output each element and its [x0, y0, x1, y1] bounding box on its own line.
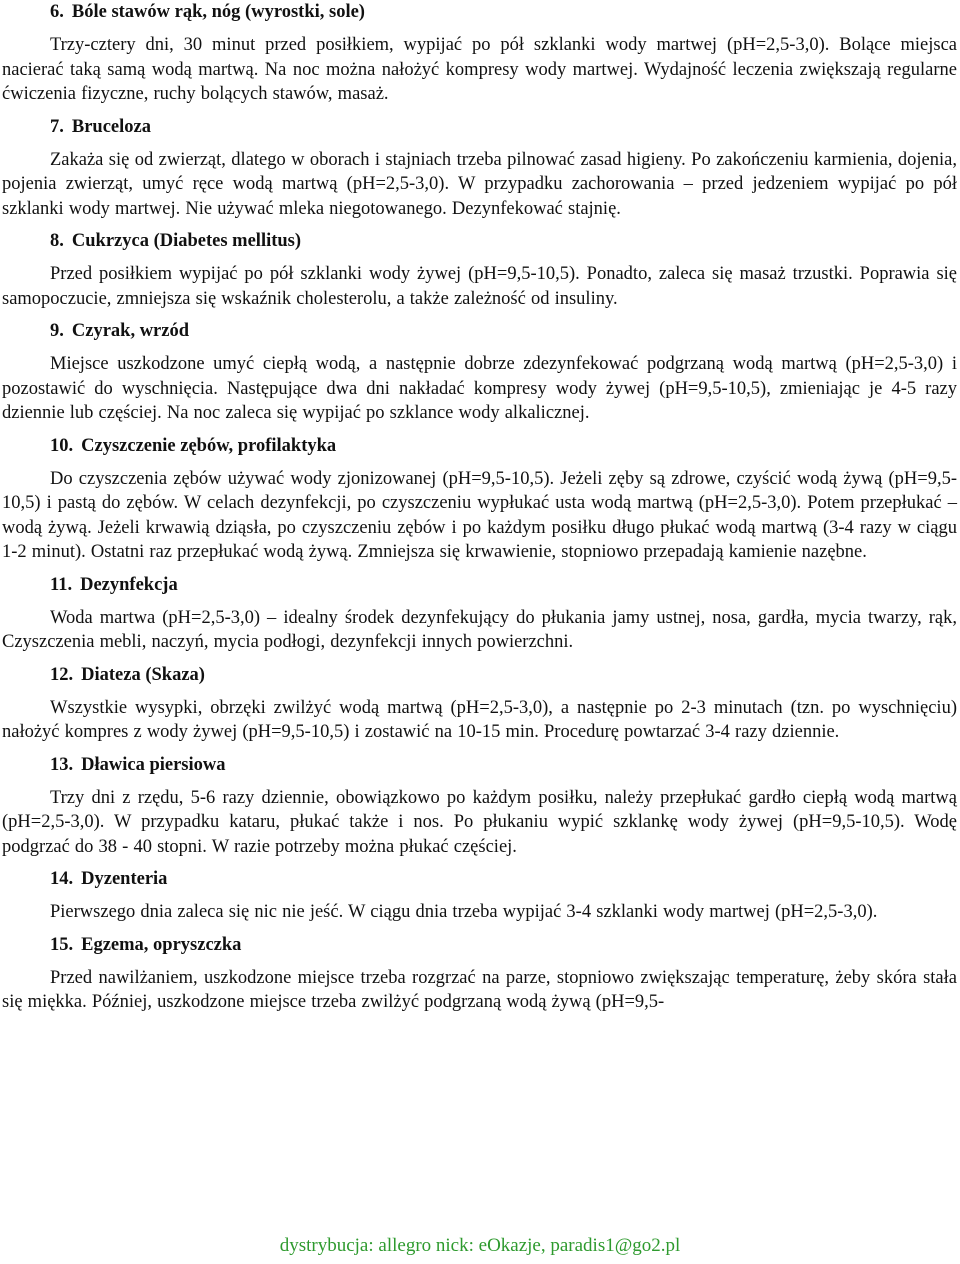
section-number: 6. [50, 2, 64, 22]
section-title: Dezynfekcja [80, 574, 178, 595]
section-number: 11. [50, 574, 73, 595]
section-title: Dławica piersiowa [81, 754, 226, 775]
section [2, 115, 957, 222]
section-paragraph: Miejsce uszkodzone umyć ciepłą wodą, a następnie dobrze zdezynfekować podgrzaną wodą martwą (pH=2,5-3,0) i pozostawić do wyschnięcia. Następujące dwa dni nakładać kompresy wody żywej (pH=9,5-10,5), zmieniając je 4-5 razy dziennie lub częściej. Na noc zaleca się wypijać po szklance wody alkalicznej. [2, 354, 957, 423]
section-paragraph: Zakaża się od zwierząt, dlatego w oborach i stajniach trzeba pilnować zasad higieny. Po zakończeniu karmienia, dojenia, pojenia zwierząt, umyć ręce wodą martwą (pH=2,5-3,0). W przypadku zachorowania – przed jedzeniem wypijać po pół szklanki wody martwej. Nie używać mleka niegotowanego. Dezynfekować stajnię. [2, 149, 957, 219]
section [2, 0, 957, 107]
section [2, 867, 957, 925]
section-heading [50, 0, 957, 24]
section-paragraph: Woda martwa (pH=2,5-3,0) – idealny środek dezynfekujący do płukania jamy ustnej, nosa, gardła, mycia twarzy, rąk, Czyszczenia mebli, naczyń, mycia podłogi, dezynfekcji innych powierzchni. [2, 607, 957, 652]
section-heading [50, 115, 957, 139]
section [2, 319, 957, 426]
section-paragraph: Trzy-cztery dni, 30 minut przed posiłkiem, wypijać po pół szklanki wody martwej (pH=2,5-3,0). Bolące miejsca nacierać taką samą wodą martwą. Na noc można nałożyć kompresy wody martwej. Wydajność leczenia zwiększają regularne ćwiczenia fizyczne, ruchy bolących stawów, masaż. [2, 35, 957, 104]
section-paragraph: Przed posiłkiem wypijać po pół szklanki wody żywej (pH=9,5-10,5). Ponadto, zaleca się masaż trzustki. Poprawia się samopoczucie, zmniejsza się wskaźnik cholesterolu, a także zależność od insuliny. [2, 264, 957, 309]
section-title: Dyzenteria [81, 869, 168, 889]
section-title: Czyszczenie zębów, profilaktyka [81, 435, 337, 456]
section-title: Bóle stawów rąk, nóg (wyrostki, sole) [71, 2, 365, 22]
section-heading [50, 933, 957, 957]
section-number: 12. [50, 664, 74, 685]
section-heading [50, 319, 957, 343]
footer-distribution-note: dystrybucja: allegro nick: eOkazje, paradis1@go2.pl [279, 1235, 681, 1256]
section-number: 9. [50, 321, 64, 341]
section-paragraph: Pierwszego dnia zaleca się nic nie jeść. W ciągu dnia trzeba wypijać 3-4 szklanki wody martwej (pH=2,5-3,0). [50, 902, 878, 922]
document-body [2, 0, 957, 1015]
section-heading [50, 867, 957, 891]
section-number: 14. [50, 869, 74, 889]
section-number: 8. [50, 231, 64, 251]
section-heading [50, 663, 957, 687]
section-heading [50, 229, 957, 253]
section [2, 434, 957, 565]
section [2, 753, 957, 860]
section-paragraph: Trzy dni z rzędu, 5-6 razy dziennie, obowiązkowo po każdym posiłku, należy przepłukać gardło ciepłą wodą martwą (pH=2,5-3,0). W przypadku kataru, płukać także i nos. Po płukaniu wypić szklankę wody żywej (pH=9,5-10,5). Wodę podgrzać do 38 - 40 stopni. W razie potrzeby można płukać częściej. [2, 787, 957, 857]
section-heading [50, 573, 957, 597]
section-number: 13. [50, 754, 74, 775]
section-title: Diateza (Skaza) [81, 664, 205, 685]
section [2, 573, 957, 655]
section-heading [50, 753, 957, 777]
section-paragraph: Wszystkie wysypki, obrzęki zwilżyć wodą martwą (pH=2,5-3,0), a następnie po 2-3 minutach (tzn. po wyschnięciu) nałożyć kompres z wody żywej (pH=9,5-10,5) i zostawić na 10-15 min. Procedurę powtarzać 3-4 razy dziennie. [2, 697, 957, 742]
section-number: 7. [50, 116, 64, 137]
section-heading [50, 434, 957, 458]
section-title: Egzema, opryszczka [81, 934, 242, 955]
section-title: Czyrak, wrzód [71, 321, 190, 341]
section-paragraph: Przed nawilżaniem, uszkodzone miejsce trzeba rozgrzać na parze, stopniowo zwiększając temperaturę, żeby skóra stała się miękka. Później, uszkodzone miejsce trzeba zwilżyć podgrzaną wodą żywą (pH=9,5- [2, 967, 957, 1012]
section [2, 933, 957, 1015]
section-paragraph: Do czyszczenia zębów używać wody zjonizowanej (pH=9,5-10,5). Jeżeli zęby są zdrowe, czyścić wodą żywą (pH=9,5-10,5) i pastą do zębów. W celach dezynfekcji, po czyszczeniu wypłukać usta wodą martwą (pH=2,5-3,0). Potem przepłukać – wodą żywą. Jeżeli krwawią dziąsła, po czyszczeniu zębów i po każdym posiłku długo płukać wodą martwą (3-4 razy w ciągu 1-2 minut). Ostatni raz przepłukać wodą żywą. Zmniejsza się krwawienie, stopniowo przepadają kamienie nazębne. [2, 468, 957, 562]
section-number: 10. [50, 435, 74, 456]
section [2, 663, 957, 745]
section-title: Cukrzyca (Diabetes mellitus) [71, 231, 302, 251]
section-number: 15. [50, 934, 74, 955]
section-title: Bruceloza [71, 116, 151, 137]
section [2, 229, 957, 311]
